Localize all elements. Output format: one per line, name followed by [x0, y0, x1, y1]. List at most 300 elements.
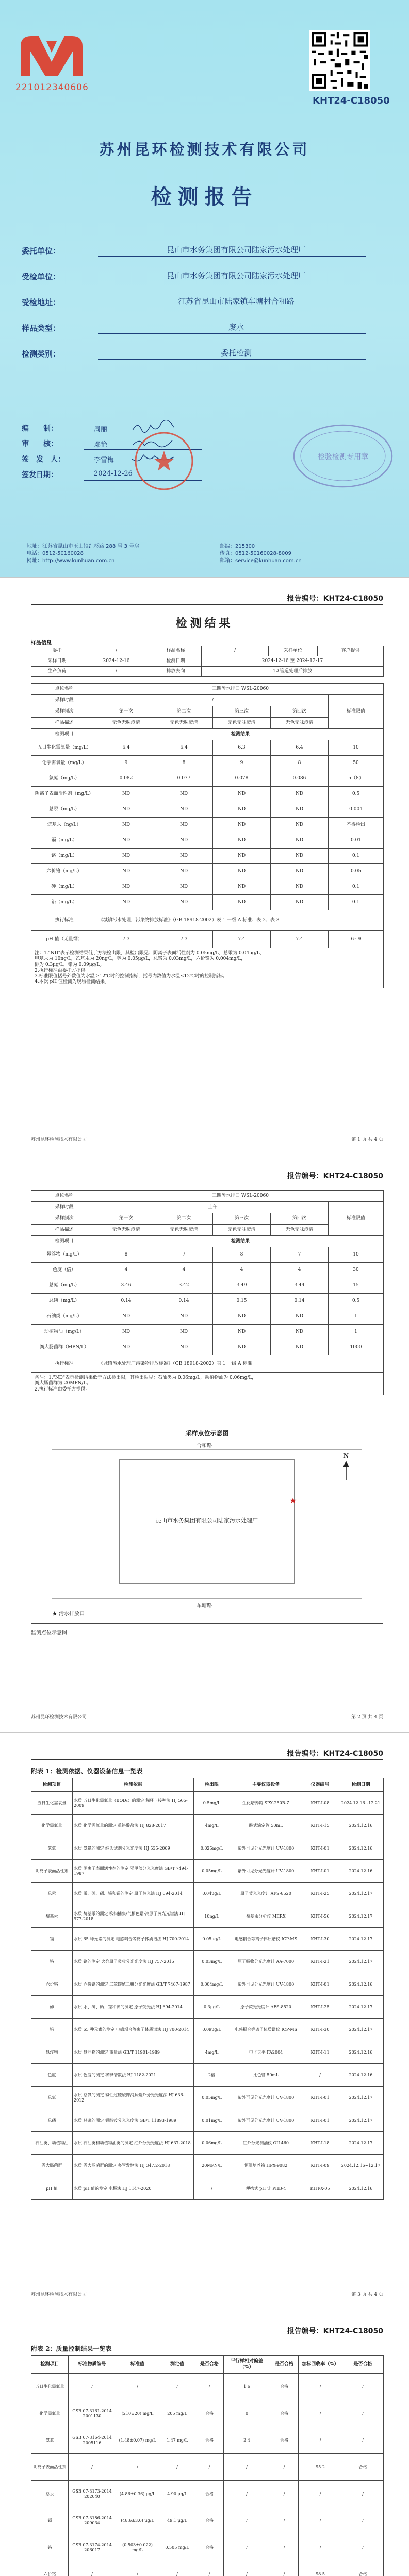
result-item: 阴离子表面活性剂（mg/L）: [31, 787, 97, 802]
qc-cell: /: [159, 2454, 195, 2481]
table-row: [31, 1973, 384, 1996]
method-cell: 烷基汞分析仪 MERX: [230, 1905, 302, 1928]
map-road-top: 合和路: [197, 1443, 212, 1449]
result-value: ND: [271, 802, 329, 818]
qc-cell: 合格: [270, 2427, 299, 2454]
method-cell: KHT-I-21: [302, 1951, 338, 1973]
field-client: 委托单位： 昆山市水务集团有限公司陆家污水处理厂: [0, 242, 409, 258]
qc-cell: (1.48±0.07) mg/L: [116, 2427, 159, 2454]
method-cell: 0.09μg/L: [194, 2019, 230, 2041]
method-cell: KHT-I-01: [302, 1860, 338, 1883]
result-value: ND: [271, 818, 329, 833]
method-cell: 0.3μg/L: [194, 1996, 230, 2019]
table-row: [31, 2132, 384, 2155]
result-value: ND: [213, 802, 271, 818]
cover-page: [0, 0, 409, 578]
qc-cell: /: [270, 2481, 299, 2507]
method-cell: 0.05mg/L: [194, 2087, 230, 2109]
method-cell: 电感耦合等离子体质谱仪 ICP-MS: [230, 1928, 302, 1951]
table-row: [31, 1860, 384, 1883]
method-cell: 10ng/L: [194, 1905, 230, 1928]
table-row: [31, 2427, 384, 2454]
method-cell: 红外分光测油仪 OIL460: [230, 2132, 302, 2155]
result-item: 六价铬（mg/L）: [31, 864, 97, 879]
method-cell: 2024.12.16: [338, 1815, 384, 1837]
qc-cell: /: [195, 2374, 224, 2400]
method-cell: KHT-I-01: [302, 2087, 338, 2109]
method-cell: KHT-X-05: [302, 2177, 338, 2200]
qc-cell: GSB 07-3186-2014 209034: [69, 2507, 116, 2534]
qc-cell: 0.505 mg/L: [159, 2534, 195, 2561]
method-cell: 水质 粪大肠菌群的测定 多管发酵法 HJ 347.2-2018: [73, 2155, 194, 2177]
map-note: 监测点位示意图: [31, 1630, 67, 1636]
qc-cell: /: [270, 2561, 299, 2576]
result-value: 8: [213, 1247, 271, 1263]
result-value: ND: [213, 787, 271, 802]
method-cell: 水质 铬的测定 火焰原子吸收分光光度法 HJ 757-2015: [73, 1951, 194, 1973]
method-cell: 水质 色度的测定 稀释倍数法 HJ 1182-2021: [73, 2064, 194, 2087]
result-item: 动植物油（mg/L）: [31, 1325, 97, 1340]
result-item: 五日生化需氧量（mg/L）: [31, 740, 97, 756]
method-cell: 4mg/L: [194, 1815, 230, 1837]
qc-cell: /: [342, 2534, 384, 2561]
result-value: ND: [155, 895, 213, 910]
method-cell: 紫外可见分光光度计 UV-1800: [230, 2109, 302, 2132]
results-table-2: 点位名称 三期污水排口 WSL-20060 采样时段 上午 标准限值 采样频次 第一次 第二次 第三次 第四次 样品描述 无色无味澄清 无色无味澄清 无色无味澄清 无色无味澄清 检测项目 检测结果 悬浮物（mg/L） 8 7 8 7 10 色度（倍） 4 4 4 4 30 总氮（mg/L） 3.46 3.42 3.49 3.44 15 总磷（mg/L） 0.14 0.14 0.15 0.14 0.5 石油类（mg/L） ND ND ND ND 1 动植物油（mg/L） ND ND ND ND 1 粪大肠菌群（MPN/L） ND ND ND ND 1000 执行标准 《城镇污水处理厂污染物排放标准》（GB 18918-2002）表 1 一级 A 标准 备注：1."ND"表示检测结果低于方法检出限，其检出限见：石油类为 0.06mg/L，动植物油为 0.06mg/L， 粪大肠菌群为 20MPN/L。 2.执行标准由委托方提供。: [31, 1190, 384, 1395]
report-number-header: 报告编号：KHT24-C18050: [287, 595, 383, 603]
qc-cell: 1.6: [224, 2374, 270, 2400]
method-cell: 砷: [31, 1996, 73, 2019]
method-cell: KHT-I-09: [302, 2155, 338, 2177]
qc-cell: 0: [224, 2400, 270, 2427]
appendix-page-2: [0, 2310, 409, 2576]
result-value: ND: [155, 849, 213, 864]
result-value: 0.14: [155, 1294, 213, 1309]
qc-cell: /: [159, 2561, 195, 2576]
method-cell: 0.03mg/L: [194, 1951, 230, 1973]
method-cell: 水质 总磷的测定 钼酸铵分光光度法 GB/T 11893-1989: [73, 2109, 194, 2132]
result-limit: 15: [329, 1278, 384, 1294]
method-cell: 水质 总氮的测定 碱性过硫酸钾消解紫外分光光度法 HJ 636-2012: [73, 2087, 194, 2109]
method-cell: 总磷: [31, 2109, 73, 2132]
method-cell: 2024.12.16: [338, 1973, 384, 1996]
result-value: 3.42: [155, 1278, 213, 1294]
qc-cell: /: [195, 2454, 224, 2481]
result-value: 0.078: [213, 771, 271, 787]
result-item: 总氮（mg/L）: [31, 1278, 97, 1294]
map-plant-label: 昆山市水务集团有限公司陆家污水处理厂: [156, 1517, 258, 1524]
qr-code-icon: [309, 30, 370, 91]
method-cell: 紫外可见分光光度计 UV-1800: [230, 1860, 302, 1883]
company-name: 苏州昆环检测技术有限公司: [99, 141, 310, 158]
method-cell: 水质 汞、砷、硒、铋和锑的测定 原子荧光法 HJ 694-2014: [73, 1996, 194, 2019]
result-limit: 不得检出: [329, 818, 384, 833]
sign-row-date: 签发日期： 2024-12-26: [22, 466, 280, 482]
result-value: 0.082: [97, 771, 155, 787]
method-cell: 2024.12.17: [338, 2132, 384, 2155]
qc-cell: 六价铬: [31, 2561, 69, 2576]
qc-cell: /: [299, 2507, 342, 2534]
method-cell: 2024.12.17: [338, 1883, 384, 1905]
appendix-title: 附表 1：检测依据、仪器设备信息一览表: [31, 1768, 143, 1775]
method-cell: /: [302, 2064, 338, 2087]
appendix-page-1: [0, 1733, 409, 2310]
method-cell: 2024.12.17: [338, 1928, 384, 1951]
qc-cell: /: [299, 2534, 342, 2561]
method-cell: KHT-I-01: [302, 2109, 338, 2132]
method-cell: 比色管 50mL: [230, 2064, 302, 2087]
result-value: 4: [97, 1263, 155, 1278]
result-value: ND: [271, 1325, 329, 1340]
result-limit: 0.05: [329, 864, 384, 879]
result-value: ND: [97, 833, 155, 849]
qc-cell: /: [299, 2374, 342, 2400]
qc-cell: (48.6±3.0) μg/L: [116, 2507, 159, 2534]
result-value: 4: [155, 1263, 213, 1278]
sample-info-table: 委托 / 样品名称 / 采样单位 客户提供 采样日期 2024-12-16 检测日期 2024-12-16 至 2024-12-17 生产负荷 / 排放去向 1#管道处理后排放: [31, 646, 384, 677]
qc-cell: /: [342, 2400, 384, 2427]
table-row: [31, 1294, 384, 1309]
table-row: [31, 2400, 384, 2427]
results-page-1: [0, 578, 409, 1155]
method-cell: 20MPN/L: [194, 2155, 230, 2177]
result-item: 粪大肠菌群（MPN/L）: [31, 1340, 97, 1355]
results-table-1: 点位名称 三期污水排口 WSL-20060 采样时段 / 标准限值 采样频次 第一次 第二次 第三次 第四次 样品描述 无色无味澄清 无色无味澄清 无色无味澄清 无色无味澄清 检测项目 检测结果 五日生化需氧量（mg/L） 6.4 6.4 6.3 6.4 10 化学需氧量（mg/L） 9 8 9 8 50 氨氮（mg/L） 0.082 0.077 0.078 0.086 5（8） 阴离子表面活性剂（mg/L） ND ND ND ND 0.5 总汞（mg/L） ND ND ND ND 0.001 烷基汞（ng/L） ND ND ND ND 不得检出 镉（mg/L） ND ND ND ND 0.01 铬（mg/L） ND ND ND ND 0.1 六价铬（mg/L） ND ND ND ND 0.05 砷（mg/L） ND ND ND ND 0.1 铅（mg/L） ND ND ND ND 0.1 执行标准 《城镇污水处理厂污染物排放标准》（GB 18918-2002）表 1 一级 A 标准、表 2、表 3 pH 值（无量纲） 7.3 7.3 7.4 7.4 6~9 注：1."ND"表示检测结果低于方法检出限，其检出限见：阴离子表面活性剂为 0.05mg/L，总汞为 0.04μg/L， 甲基汞为 10ng/L，乙基汞为 20ng/L，镉为 0.05μg/L，总铬为 0.03mg/L，六价铬为 0.004mg/L， 砷为 0.3μg/L，铅为 0.09μg/L。 2.执行标准由委托方提供。 3.标准限值括号外数值为水温＞12℃时的控制指标，括号内数值为水温≤12℃时的控制指标。 4.本次 pH 值检测为现场检测结果。: [31, 683, 384, 988]
qc-cell: 合格: [270, 2374, 299, 2400]
method-cell: 2024.12.17: [338, 2109, 384, 2132]
table-row: [31, 1837, 384, 1860]
result-value: ND: [155, 1309, 213, 1325]
method-cell: 六价铬: [31, 1973, 73, 1996]
method-cell: 粪大肠菌群: [31, 2155, 73, 2177]
qc-cell: 合格: [270, 2400, 299, 2427]
result-value: 9: [213, 756, 271, 771]
method-cell: 化学需氧量: [31, 1815, 73, 1837]
page-title: 检测结果: [175, 617, 234, 630]
result-value: 8: [271, 756, 329, 771]
result-value: ND: [155, 802, 213, 818]
method-cell: 2024.12.16: [338, 2041, 384, 2064]
method-cell: 0.04μg/L: [194, 1883, 230, 1905]
method-cell: 0.5mg/L: [194, 1792, 230, 1815]
method-cell: 水质 化学需氧量的测定 重铬酸盐法 HJ 828-2017: [73, 1815, 194, 1837]
result-value: ND: [213, 1325, 271, 1340]
result-limit: 50: [329, 756, 384, 771]
table-row: [31, 1263, 384, 1278]
method-cell: 0.05μg/L: [194, 1928, 230, 1951]
qc-cell: 合格: [342, 2561, 384, 2576]
method-cell: KHT-I-30: [302, 1928, 338, 1951]
map-title: 采样点位示意图: [185, 1430, 229, 1437]
qc-cell: /: [69, 2454, 116, 2481]
qc-cell: 98.5: [299, 2561, 342, 2576]
result-limit: 0.5: [329, 1294, 384, 1309]
method-cell: 0.05mg/L: [194, 1860, 230, 1883]
result-value: 4: [213, 1263, 271, 1278]
result-limit: 10: [329, 740, 384, 756]
method-cell: 石油类、动植物油: [31, 2132, 73, 2155]
qc-cell: /: [342, 2374, 384, 2400]
result-item: 铅（mg/L）: [31, 895, 97, 910]
table-row: [31, 740, 384, 756]
method-cell: 水质 65 种元素的测定 电感耦合等离子体质谱法 HJ 700-2014: [73, 1928, 194, 1951]
results-page-2: [0, 1155, 409, 1733]
result-value: ND: [97, 879, 155, 895]
result-value: ND: [271, 1309, 329, 1325]
method-cell: 2024.12.17: [338, 2019, 384, 2041]
north-arrow-icon: [343, 1461, 349, 1480]
result-item: 氨氮（mg/L）: [31, 771, 97, 787]
document-title: 检测报告: [151, 184, 258, 209]
method-cell: 紫外可见分光光度计 UV-1800: [230, 1837, 302, 1860]
table-row: [31, 1247, 384, 1263]
method-cell: 恒温培养箱 HPX-9082: [230, 2155, 302, 2177]
result-value: ND: [271, 849, 329, 864]
qc-cell: /: [342, 2507, 384, 2534]
result-limit: 0.001: [329, 802, 384, 818]
notes-cell: 备注：1."ND"表示检测结果低于方法检出限，其检出限见：石油类为 0.06mg/L，动植物油为 0.06mg/L， 粪大肠菌群为 20MPN/L。 2.执行标准由委托方提供。: [31, 1373, 384, 1395]
table-row: [31, 771, 384, 787]
result-value: 3.44: [271, 1278, 329, 1294]
method-cell: 原子荧光光度计 AFS-8520: [230, 1883, 302, 1905]
result-value: ND: [155, 1325, 213, 1340]
result-value: ND: [213, 879, 271, 895]
result-value: 8: [97, 1247, 155, 1263]
table-row: [31, 1928, 384, 1951]
result-value: ND: [271, 787, 329, 802]
sign-row-reviewer: 审 核： 邓艳: [22, 435, 280, 451]
qc-cell: /: [299, 2400, 342, 2427]
qc-cell: /: [299, 2481, 342, 2507]
result-item: 石油类（mg/L）: [31, 1309, 97, 1325]
result-value: ND: [155, 864, 213, 879]
table-row: [31, 895, 384, 910]
result-value: 6.4: [271, 740, 329, 756]
table-row: [31, 2374, 384, 2400]
qc-cell: GSB 07-3173-2014 202040: [69, 2481, 116, 2507]
qc-cell: 4.90 μg/L: [159, 2481, 195, 2507]
page-footer: 苏州昆环检测技术有限公司 第 2 页 共 4 页: [31, 1715, 383, 1720]
result-item: 色度（倍）: [31, 1263, 97, 1278]
result-value: ND: [155, 787, 213, 802]
result-value: 7: [155, 1247, 213, 1263]
qc-cell: /: [270, 2534, 299, 2561]
method-cell: 2倍: [194, 2064, 230, 2087]
page-footer: 苏州昆环检测技术有限公司 第 1 页 共 4 页: [31, 1137, 383, 1142]
method-cell: 氨氮: [31, 1837, 73, 1860]
method-cell: 水质 五日生化需氧量（BOD₅）的测定 稀释与接种法 HJ 505-2009: [73, 1792, 194, 1815]
qc-cell: /: [116, 2561, 159, 2576]
method-cell: KHT-I-56: [302, 1905, 338, 1928]
result-limit: 0.1: [329, 895, 384, 910]
result-value: ND: [155, 879, 213, 895]
qc-cell: /: [270, 2507, 299, 2534]
result-value: 6.4: [97, 740, 155, 756]
table-row: [31, 2561, 384, 2576]
qc-cell: (0.503±0.022) mg/L: [116, 2534, 159, 2561]
result-value: 6.4: [155, 740, 213, 756]
table-row: [31, 1996, 384, 2019]
table-row: [31, 1792, 384, 1815]
qc-cell: /: [342, 2481, 384, 2507]
qc-cell: /: [342, 2427, 384, 2454]
field-address: 受检地址： 江苏省昆山市陆家镇车塘村合和路: [0, 294, 409, 309]
result-value: ND: [213, 849, 271, 864]
method-cell: KHT-I-25: [302, 1996, 338, 2019]
method-cell: 水质 悬浮物的测定 重量法 GB/T 11901-1989: [73, 2041, 194, 2064]
method-cell: /: [194, 2177, 230, 2200]
table-row: [31, 833, 384, 849]
sampling-site-map: [31, 1423, 383, 1624]
result-value: ND: [213, 833, 271, 849]
result-value: ND: [97, 1325, 155, 1340]
result-value: ND: [271, 833, 329, 849]
table-row: [31, 2041, 384, 2064]
result-limit: 1: [329, 1325, 384, 1340]
table-row: [31, 879, 384, 895]
result-value: 0.14: [97, 1294, 155, 1309]
result-value: ND: [97, 1309, 155, 1325]
table-row: [31, 1951, 384, 1973]
table-row: [31, 2481, 384, 2507]
method-cell: 水质 汞、砷、硒、铋和锑的测定 原子荧光法 HJ 694-2014: [73, 1883, 194, 1905]
method-cell: 烷基汞: [31, 1905, 73, 1928]
cma-code: 221012340606: [15, 82, 89, 93]
qc-cell: 铬: [31, 2534, 69, 2561]
method-cell: 铬: [31, 1951, 73, 1973]
method-cell: KHT-I-18: [302, 2132, 338, 2155]
method-cell: 0.004mg/L: [194, 1973, 230, 1996]
qc-cell: 合格: [195, 2507, 224, 2534]
method-equipment-table: 检测项目 检测依据 检出限 主要仪器设备 仪器编号 检测日期 五日生化需氧量 水质 五日生化需氧量（BOD₅）的测定 稀释与接种法 HJ 505-2009 0.5mg/L 生化培养箱 SPX-250B-Z KHT-I-08 2024.12.16~12.21 化学需氧量 水质 化学需氧量的测定 重铬酸盐法 HJ 828-2017 4mg/L 酸式滴定管 50mL KHT-I-15 2024.12.16 氨氮 水质 氨氮的测定 纳氏试剂分光光度法 HJ 535-2009 0.025mg/L 紫外可见分光光度计 UV-1800 KHT-I-01 2024.12.16 阴离子表面活性剂 水质 阴离子表面活性剂的测定 亚甲蓝分光光度法 GB/T 7494-1987 0.05mg/L 紫外可见分光光度计 UV-1800 KHT-I-01 2024.12.16 总汞 水质 汞、砷、硒、铋和锑的测定 原子荧光法 HJ 694-2014 0.04μg/L 原子荧光光度计 AFS-8520 KHT-I-25 2024.12.17 烷基汞 水质 烷基汞的测定 吹扫捕集/气相色谱-冷原子荧光光谱法 HJ 977-2018 10ng/L 烷基汞分析仪 MERX KHT-I-56 2024.12.17 镉 水质 65 种元素的测定 电感耦合等离子体质谱法 HJ 700-2014 0.05μg/L 电感耦合等离子体质谱仪 ICP-MS KHT-I-30 2024.12.17 铬 水质 铬的测定 火焰原子吸收分光光度法 HJ 757-2015 0.03mg/L 原子吸收分光光度计 AA-7000 KHT-I-21 2024.12.17 六价铬 水质 六价铬的测定 二苯碳酰二肼分光光度法 GB/T 7467-1987 0.004mg/L 紫外可见分光光度计 UV-1800 KHT-I-01 2024.12.16 砷 水质 汞、砷、硒、铋和锑的测定 原子荧光法 HJ 694-2014 0.3μg/L 原子荧光光度计 AFS-8520 KHT-I-25 2024.12.17 铅 水质 65 种元素的测定 电感耦合等离子体质谱法 HJ 700-2014 0.09μg/L 电感耦合等离子体质谱仪 ICP-MS KHT-I-30 2024.12.17 悬浮物 水质 悬浮物的测定 重量法 GB/T 11901-1989 4mg/L 电子天平 FA2004 KHT-I-11 2024.12.16 色度 水质 色度的测定 稀释倍数法 HJ 1182-2021 2倍 比色管 50mL / 2024.12.16 总氮 水质 总氮的测定 碱性过硫酸钾消解紫外分光光度法 HJ 636-2012 0.05mg/L 紫外可见分光光度计 UV-1800 KHT-I-01 2024.12.17 总磷 水质 总磷的测定 钼酸铵分光光度法 GB/T 11893-1989 0.01mg/L 紫外可见分光光度计 UV-1800 KHT-I-01 2024.12.17 石油类、动植物油 水质 石油类和动植物油类的测定 红外分光光度法 HJ 637-2018 0.06mg/L 红外分光测油仪 OIL460 KHT-I-18 2024.12.17 粪大肠菌群 水质 粪大肠菌群的测定 多管发酵法 HJ 347.2-2018 20MPN/L 恒温培养箱 HPX-9082 KHT-I-09 2024.12.16~12.17 pH 值 水质 pH 值的测定 电极法 HJ 1147-2020 / 便携式 pH 计 PHB-4 KHT-X-05 2024.12.16: [31, 1778, 384, 2200]
result-limit: 1000: [329, 1340, 384, 1355]
result-value: 9: [97, 756, 155, 771]
method-cell: KHT-I-11: [302, 2041, 338, 2064]
method-cell: 水质 氨氮的测定 纳氏试剂分光光度法 HJ 535-2009: [73, 1837, 194, 1860]
result-value: 0.15: [213, 1294, 271, 1309]
qc-cell: /: [116, 2374, 159, 2400]
method-cell: 0.06mg/L: [194, 2132, 230, 2155]
qc-cell: /: [224, 2481, 270, 2507]
table-row: [31, 756, 384, 771]
method-cell: 水质 阴离子表面活性剂的测定 亚甲蓝分光光度法 GB/T 7494-1987: [73, 1860, 194, 1883]
result-value: ND: [155, 833, 213, 849]
method-cell: 悬浮物: [31, 2041, 73, 2064]
result-item: 烷基汞（ng/L）: [31, 818, 97, 833]
method-cell: 4mg/L: [194, 2041, 230, 2064]
result-value: ND: [97, 818, 155, 833]
table-row: [31, 1883, 384, 1905]
result-item: 镉（mg/L）: [31, 833, 97, 849]
qc-cell: /: [69, 2561, 116, 2576]
method-cell: KHT-I-15: [302, 1815, 338, 1837]
table-row: [31, 1340, 384, 1355]
method-cell: 水质 六价铬的测定 二苯碳酰二肼分光光度法 GB/T 7467-1987: [73, 1973, 194, 1996]
result-value: 0.14: [271, 1294, 329, 1309]
table-row: [31, 2064, 384, 2087]
table-row: [31, 2087, 384, 2109]
table-row: [31, 1309, 384, 1325]
qc-cell: /: [224, 2507, 270, 2534]
table-row: [31, 1325, 384, 1340]
table-row: [31, 2177, 384, 2200]
method-cell: 原子吸收分光光度计 AA-7000: [230, 1951, 302, 1973]
result-value: 3.49: [213, 1278, 271, 1294]
page-footer: 苏州昆环检测技术有限公司 第 3 页 共 4 页: [31, 2292, 383, 2297]
result-value: ND: [213, 864, 271, 879]
method-cell: KHT-I-01: [302, 1837, 338, 1860]
result-limit: 0.5: [329, 787, 384, 802]
qc-cell: /: [224, 2534, 270, 2561]
result-value: ND: [155, 818, 213, 833]
method-cell: 五日生化需氧量: [31, 1792, 73, 1815]
method-cell: 2024.12.16: [338, 1837, 384, 1860]
qc-cell: /: [195, 2561, 224, 2576]
result-limit: 0.1: [329, 879, 384, 895]
result-limit: 0.01: [329, 833, 384, 849]
qc-cell: 1.47 mg/L: [159, 2427, 195, 2454]
qc-cell: 95.2: [299, 2454, 342, 2481]
result-value: 0.086: [271, 771, 329, 787]
method-cell: 水质 pH 值的测定 电极法 HJ 1147-2020: [73, 2177, 194, 2200]
qc-cell: 205 mg/L: [159, 2400, 195, 2427]
field-sample-type: 样品类型： 废水: [0, 319, 409, 335]
cover-footer: 地址：江苏省昆山市玉山镇红杉路 288 号 3 号房 邮编：215300 电话：0512-50160028 传真：0512-50160028-8009 网址：http://www.kunhuan.com.cn 邮箱：service@kunhuan.com.cn: [21, 536, 388, 567]
map-road-bottom: 车塘路: [197, 1603, 212, 1609]
result-value: 7: [271, 1247, 329, 1263]
method-cell: 2024.12.17: [338, 1905, 384, 1928]
method-cell: 阴离子表面活性剂: [31, 1860, 73, 1883]
table-row: [31, 818, 384, 833]
qc-cell: 氨氮: [31, 2427, 69, 2454]
result-value: ND: [271, 864, 329, 879]
table-row: [31, 1905, 384, 1928]
table-row: [31, 2109, 384, 2132]
qc-cell: 合格: [195, 2427, 224, 2454]
outlet-marker-icon: ★: [289, 1496, 297, 1505]
qc-cell: /: [270, 2454, 299, 2481]
method-cell: KHT-I-25: [302, 1883, 338, 1905]
qc-cell: (210±20) mg/L: [116, 2400, 159, 2427]
method-cell: 紫外可见分光光度计 UV-1800: [230, 2087, 302, 2109]
report-number-header: 报告编号：KHT24-C18050: [287, 1750, 383, 1758]
table-row: [31, 802, 384, 818]
method-cell: KHT-I-01: [302, 1973, 338, 1996]
result-value: ND: [97, 849, 155, 864]
qc-cell: /: [224, 2561, 270, 2576]
method-cell: 总氮: [31, 2087, 73, 2109]
field-test-category: 检测类别： 委托检测: [0, 345, 409, 361]
table-row: [31, 2155, 384, 2177]
sign-row-compiler: 编 制： 周丽: [22, 420, 280, 435]
method-cell: 酸式滴定管 50mL: [230, 1815, 302, 1837]
report-number-header: 报告编号：KHT24-C18050: [287, 2327, 383, 2335]
result-value: 8: [155, 756, 213, 771]
result-value: ND: [97, 787, 155, 802]
table-row: [31, 2454, 384, 2481]
qc-cell: 合格: [195, 2534, 224, 2561]
result-value: 0.077: [155, 771, 213, 787]
qc-cell: /: [116, 2454, 159, 2481]
notes-cell: 注：1."ND"表示检测结果低于方法检出限，其检出限见：阴离子表面活性剂为 0.05mg/L，总汞为 0.04μg/L， 甲基汞为 10ng/L，乙基汞为 20ng/L，镉为 0.05μg/L，总铬为 0.03mg/L，六价铬为 0.004mg/L， 砷为 0.3μg/L，铅为 0.09μg/L。 2.执行标准由委托方提供。 3.标准限值括号外数值为水温＞12℃时的控制指标，括号内数值为水温≤12℃时的控制指标。 4.本次 pH 值检测为现场检测结果。: [31, 948, 384, 988]
result-item: 铬（mg/L）: [31, 849, 97, 864]
quality-control-table: 检测项目 标准物质编号 标准值 测定值 是否合格 平行样相对偏差（%） 是否合格 加标回收率（%） 是否合格 五日生化需氧量 / / / / 1.6 合格 / / 化学需氧量 GSB 07-3161-2014 2001130 (210±20) mg/L 205 mg/L 合格 0 合格 / / 氨氮 GSB 07-3164-2014 2005116 (1.48±0.07) mg/L 1.47 mg/L 合格 2.4 合格 / / 阴离子表面活性剂 / / / / / / 95.2 合格 总汞 GSB 07-3173-2014 202040 (4.86±0.36) μg/L 4.90 μg/L 合格 / / / / 镉 GSB 07-3186-2014 209034 (48.6±3.0) μg/L 49.1 μg/L 合格 / / / / 铬 GSB 07-3174-2014 206017 (0.503±0.022) mg/L 0.505 mg/L 合格 / / / / 六价铬 / / / / / / 98.5 合格: [31, 2355, 384, 2576]
table-row: [31, 849, 384, 864]
method-cell: 铅: [31, 2019, 73, 2041]
method-cell: 2024.12.17: [338, 1996, 384, 2019]
table-row: [31, 2019, 384, 2041]
method-cell: 2024.12.17: [338, 2087, 384, 2109]
